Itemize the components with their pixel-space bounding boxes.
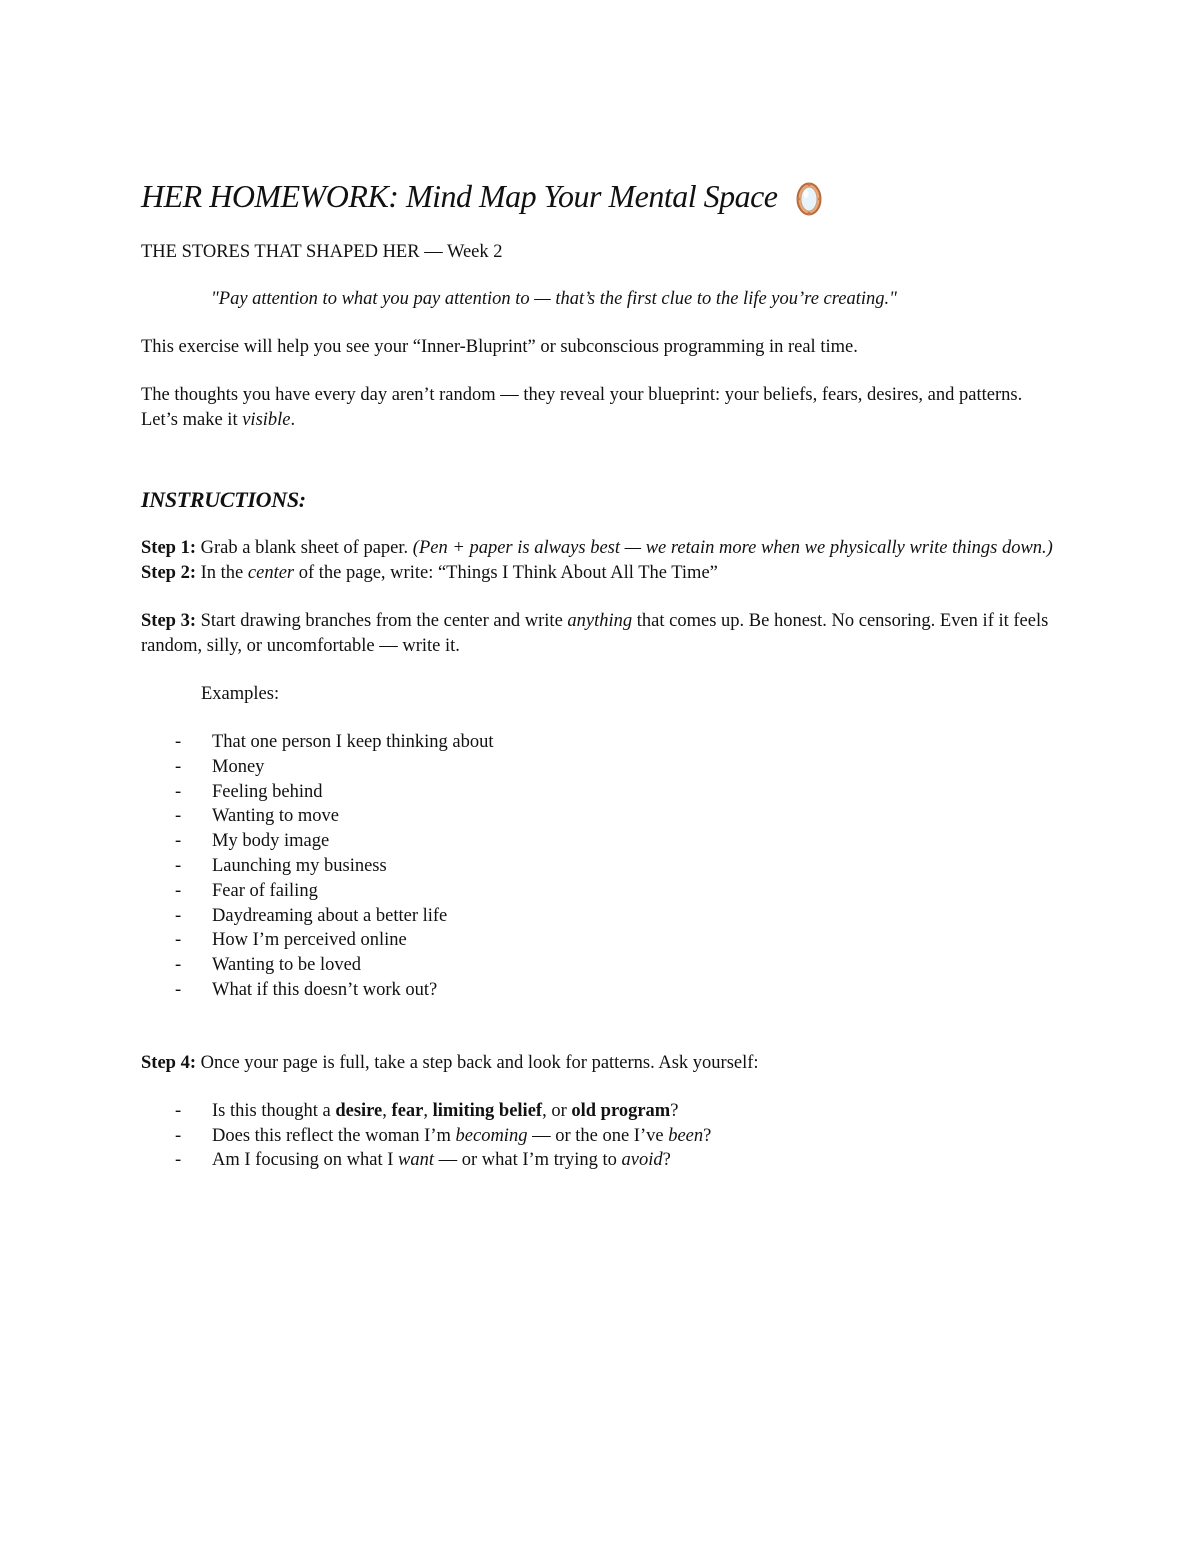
question-1 — [141, 1099, 1061, 1124]
list-item: - Wanting to be loved — [141, 953, 1061, 978]
question-text: Does this reflect the woman I’m — [212, 1125, 456, 1146]
subtitle: THE STORES THAT SHAPED HER — Week 2 — [141, 242, 503, 262]
quote: "Pay attention to what you pay attention to — that’s the first clue to the life you’re creating." — [211, 289, 897, 309]
step-4 — [141, 1051, 1061, 1076]
list-item: - Launching my business — [141, 854, 1061, 879]
question-text: , — [382, 1100, 392, 1121]
list-item: - What if this doesn’t work out? — [141, 978, 1061, 1003]
list-item: - Wanting to move — [141, 804, 1061, 829]
instructions-heading: INSTRUCTIONS: — [141, 487, 306, 512]
question-text: — or what I’m trying to — [433, 1150, 622, 1171]
list-item: - Feeling behind — [141, 780, 1061, 805]
step-4-label: Step 4: — [141, 1052, 196, 1073]
question-bold: limiting belief — [432, 1100, 543, 1121]
list-item: - Fear of failing — [141, 879, 1061, 904]
step-1-note: (Pen + paper is always best — we retain more when we physically write things down.) — [412, 538, 1053, 558]
step-4-text: Once your page is full, take a step back and look for patterns. Ask yourself: — [196, 1052, 759, 1073]
list-item: - Daydreaming about a better life — [141, 904, 1061, 929]
question-2 — [141, 1124, 1061, 1149]
mirror-icon — [796, 179, 822, 213]
step-1-text: Grab a blank sheet of paper. — [196, 538, 413, 558]
question-italic: becoming — [455, 1125, 528, 1146]
intro-paragraph: This exercise will help you see your “Inner-Bluprint” or subconscious programming in real time. — [141, 337, 858, 357]
step-2-label: Step 2: — [141, 563, 196, 583]
document-body — [141, 170, 1061, 1173]
question-text: Am I focusing on what I — [212, 1150, 398, 1171]
blueprint-emphasis: visible — [242, 410, 291, 430]
question-text: Is this thought a — [212, 1100, 336, 1121]
step-2-before: In the — [196, 563, 248, 583]
document-title — [141, 170, 1061, 222]
question-text: , — [423, 1100, 433, 1121]
examples-list — [141, 730, 1061, 1003]
question-bold: fear — [391, 1100, 424, 1121]
step-1-label: Step 1: — [141, 538, 196, 558]
step-1 — [141, 536, 1061, 561]
step-3-before: Start drawing branches from the center and write — [196, 611, 568, 631]
question-text: ? — [662, 1150, 671, 1171]
question-bold: desire — [335, 1100, 383, 1121]
questions-list — [141, 1099, 1061, 1173]
step-2 — [141, 561, 1061, 586]
blueprint-paragraph — [141, 383, 1061, 433]
blueprint-end: . — [290, 410, 296, 430]
question-text: , or — [542, 1100, 572, 1121]
question-text: ? — [670, 1100, 679, 1121]
blueprint-text: The thoughts you have every day aren’t random — they reveal your blueprint: your beliefs, fears, desires, and patterns. Let’s make it — [141, 385, 1023, 430]
question-bold: old program — [571, 1100, 671, 1121]
question-italic: been — [668, 1125, 704, 1146]
list-item: - That one person I keep thinking about — [141, 730, 1061, 755]
question-3 — [141, 1148, 1061, 1173]
question-text: — or the one I’ve — [527, 1125, 669, 1146]
step-3-emphasis: anything — [567, 611, 633, 631]
list-item: - Money — [141, 755, 1061, 780]
step-2-after: of the page, write: “Things I Think About All The Time” — [294, 563, 718, 583]
question-italic: avoid — [621, 1150, 663, 1171]
list-item: - My body image — [141, 829, 1061, 854]
examples-label: Examples: — [201, 684, 280, 704]
question-italic: want — [398, 1150, 434, 1171]
step-3 — [141, 609, 1061, 659]
question-text: ? — [703, 1125, 712, 1146]
step-2-emphasis: center — [247, 563, 295, 583]
step-3-label: Step 3: — [141, 611, 196, 631]
list-item: - How I’m perceived online — [141, 928, 1061, 953]
step-3-after: that comes up. Be honest. No censoring. Even if it feels random, silly, or uncomfortable — write it. — [141, 611, 1049, 656]
title-text: HER HOMEWORK: Mind Map Your Mental Space — [141, 178, 778, 214]
